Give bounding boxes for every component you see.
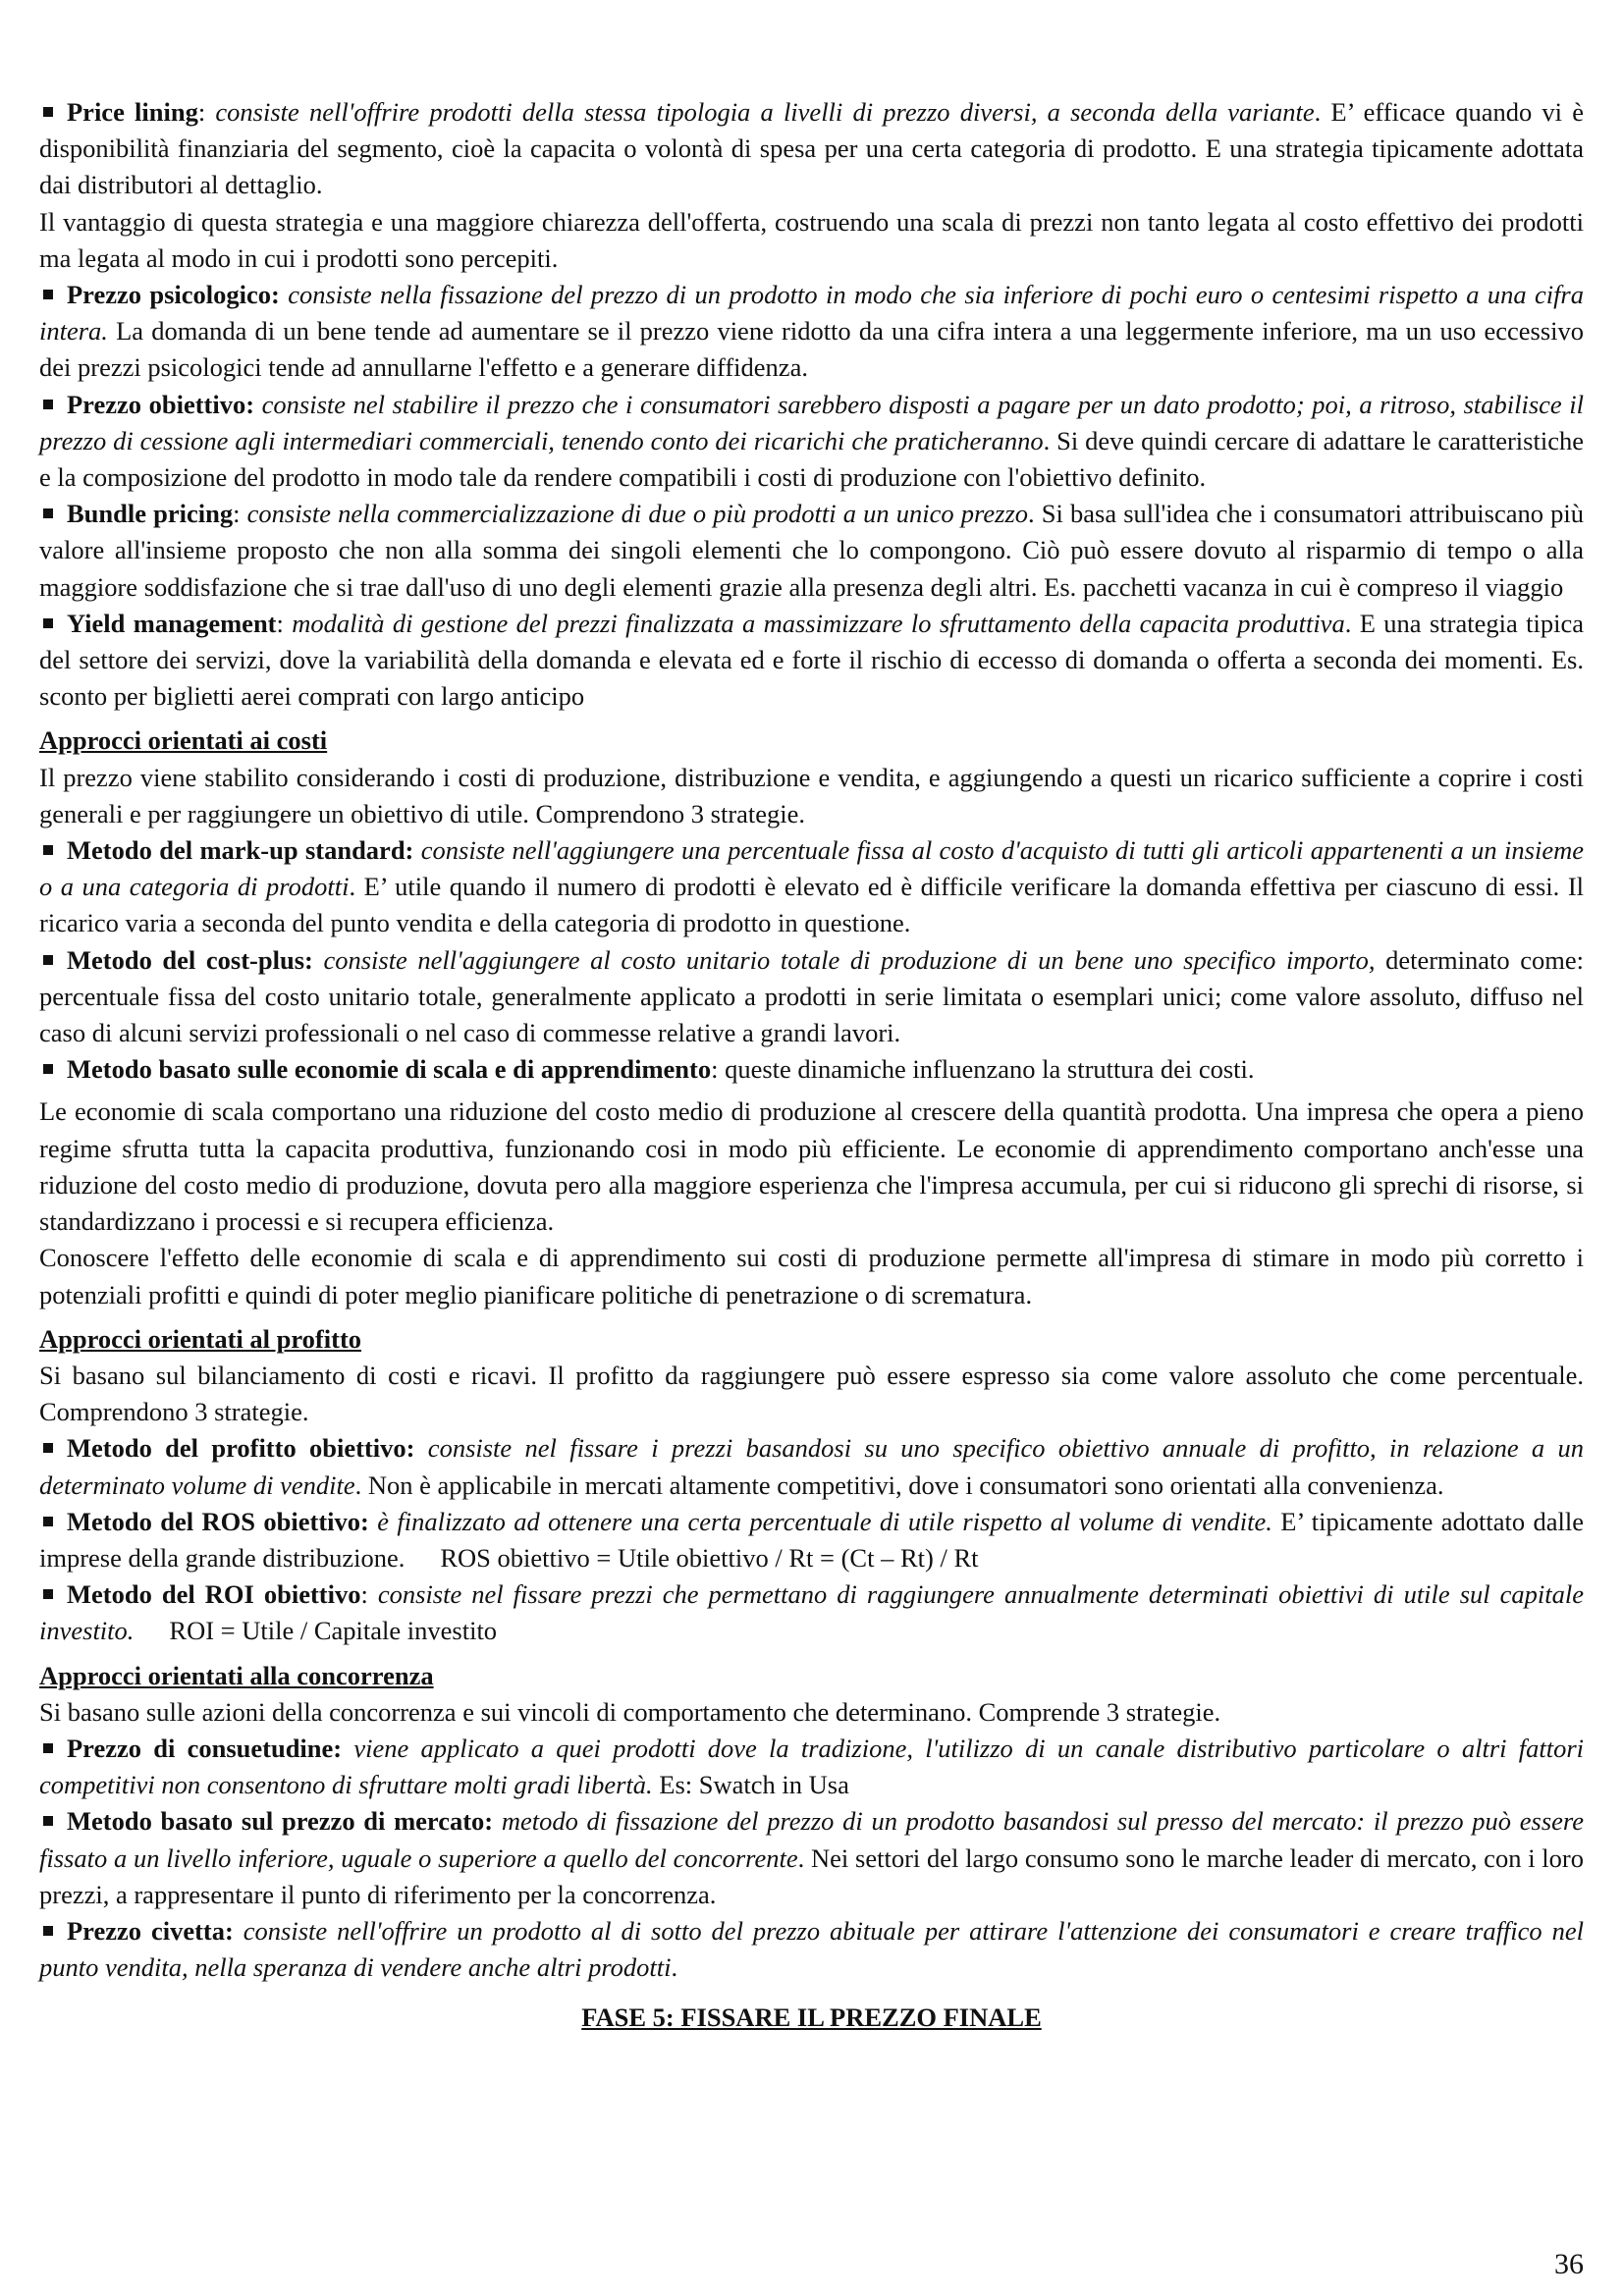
paragraph: Conoscere l'effetto delle economie di scala e di apprendimento sui costi di produzione permette all'impresa di stimare in modo più corretto i potenziali profitti e quindi di poter meglio pianificare politiche di penetrazione o di scrematura.: [39, 1243, 1584, 1309]
description: . E’ efficace quando vi è disponibilità finanziaria del segmento, cioè la capacita o volontà di spesa per una certa categoria di prodotto. E una strategia tipicamente adottata dai distributori al dettaglio.: [39, 97, 1584, 200]
bullet-icon: [43, 618, 53, 628]
definition: viene applicato a quei prodotti dove la tradizione, l'utilizzo di un canale distributivo particolare o altri fattori competitivi non consentono di sfruttare molti gradi libertà.: [39, 1733, 1584, 1800]
description: . E’ utile quando il numero di prodotti è elevato ed è difficile verificare la domanda effettiva per ciascuno di essi. Il ricarico varia a seconda del punto vendita e della categoria di prodotto in questione.: [39, 872, 1585, 938]
separator: :: [197, 97, 216, 127]
term: Metodo basato sulle economie di scala e di apprendimento: [67, 1054, 712, 1085]
item-mark-up: [39, 832, 1584, 942]
term: Metodo del ROI obiettivo: [67, 1579, 361, 1610]
description: . Non è applicabile in mercati altamente competitivi, dove i consumatori sono orientati alla convenienza.: [354, 1469, 1444, 1500]
description: . Si deve quindi cercare di adattare le caratteristiche e la composizione del prodotto in modo tale da rendere compatibili i costi di produzione con l'obiettivo definito.: [39, 425, 1584, 493]
separator: :: [233, 499, 247, 529]
bullet-icon: [43, 508, 53, 518]
description: Es: Swatch in Usa: [652, 1770, 849, 1800]
paragraph: Si basano sul bilanciamento di costi e ricavi. Il profitto da raggiungere può essere espresso sia come valore assoluto che come percentuale. Comprendono 3 strategie.: [39, 1360, 1584, 1427]
term: Price lining: [67, 97, 198, 127]
description: . E una strategia tipica del settore dei servizi, dove la variabilità della domanda e elevata ed e forte il rischio di eccesso di domanda o offerta a seconda dei momenti. Es. sconto per biglietti aerei comprati con largo anticipo: [39, 608, 1584, 712]
item-prezzo-civetta: [39, 1913, 1584, 1986]
term: Metodo del mark-up standard:: [67, 835, 414, 866]
description: E’ tipicamente adottato dalle imprese della grande distribuzione.: [39, 1506, 1584, 1573]
term: Metodo del ROS obiettivo:: [67, 1506, 369, 1536]
bullet-icon: [43, 107, 53, 117]
bullet-icon: [43, 955, 53, 965]
definition: consiste nell'offrire prodotti della stessa tipologia a livelli di prezzo diversi, a seconda della variante: [215, 97, 1315, 127]
description: .: [671, 1952, 678, 1983]
term: Metodo basato sul prezzo di mercato:: [67, 1806, 494, 1837]
item-prezzo-obiettivo: [39, 387, 1584, 497]
bullet-icon: [43, 1743, 53, 1753]
separator: :: [276, 608, 293, 638]
section-heading-costi: Approcci orientati ai costi: [39, 725, 328, 756]
definition: modalità di gestione del prezzi finalizzata a massimizzare lo sfruttamento della capacita produttiva: [292, 608, 1345, 638]
description: La domanda di un bene tende ad aumentare se il prezzo viene ridotto da una cifra intera a una leggermente inferiore, ma un uso eccessivo dei prezzi psicologici tende ad annullarne l'effetto e a generare diffidenza.: [39, 316, 1584, 383]
definition: consiste nel stabilire il prezzo che i consumatori sarebbero disposti a pagare per un dato prodotto; poi, a ritroso, stabilisce il prezzo di cessione agli intermediari commerciali, tenendo conto dei ricarichi che praticheranno: [39, 389, 1584, 455]
roi-formula: ROI = Utile / Capitale investito: [169, 1616, 498, 1646]
item-economie-scala: [39, 1051, 1584, 1088]
paragraph: Il vantaggio di questa strategia e una maggiore chiarezza dell'offerta, costruendo una scala di prezzi non tanto legata al costo effettivo dei prodotti ma legata al modo in cui i prodotti sono percepiti.: [39, 206, 1584, 273]
item-prezzo-mercato: [39, 1803, 1584, 1913]
description: : queste dinamiche influenzano la struttura dei costi.: [711, 1054, 1255, 1085]
definition: consiste nella fissazione del prezzo di un prodotto in modo che sia inferiore di pochi euro o centesimi rispetto a una cifra intera.: [39, 280, 1584, 347]
bullet-icon: [43, 290, 53, 299]
bullet-icon: [43, 400, 53, 409]
term: Yield management: [67, 608, 277, 638]
bullet-icon: [43, 845, 53, 855]
item-prezzo-consuetudine: [39, 1731, 1584, 1803]
item-roi-obiettivo: [39, 1576, 1584, 1649]
item-prezzo-psicologico: [39, 277, 1584, 387]
definition: consiste nell'aggiungere al costo unitario totale di produzione di un bene uno specifico importo,: [312, 944, 1376, 975]
definition: consiste nel fissare i prezzi basandosi su uno specifico obiettivo annuale di profitto, in relazione a un determinato volume di vendite: [39, 1433, 1584, 1500]
description: . Si basa sull'idea che i consumatori attribuiscano più valore all'insieme proposto che non alla somma dei singoli elementi che lo compongono. Ciò può essere dovuto al risparmio di tempo o alla maggiore soddisfazione che si trae dall'uso di uno degli elementi grazie alla presenza degli altri. Es. pacchetti vacanza in cui è compreso il viaggio: [39, 499, 1584, 602]
bullet-icon: [43, 1443, 53, 1453]
item-price-lining: [39, 94, 1584, 204]
term: Metodo del profitto obiettivo:: [67, 1433, 415, 1464]
item-ros-obiettivo: [39, 1504, 1584, 1576]
separator: :: [360, 1579, 368, 1610]
term: Bundle pricing: [67, 499, 234, 529]
page-number: 36: [1554, 2248, 1584, 2280]
item-bundle-pricing: [39, 496, 1584, 606]
definition: è finalizzato ad ottenere una certa percentuale di utile rispetto al volume di vendite.: [368, 1506, 1272, 1536]
paragraph: Si basano sulle azioni della concorrenza e sui vincoli di comportamento che determinano. Comprende 3 strategie.: [39, 1696, 1221, 1727]
bullet-icon: [43, 1517, 53, 1526]
section-heading-profitto: Approcci orientati al profitto: [39, 1323, 362, 1354]
bullet-icon: [43, 1816, 53, 1826]
definition: consiste nel fissare prezzi che permettano di raggiungere annualmente determinati obiettivi di utile sul capitale investito.: [39, 1579, 1585, 1646]
paragraph: Il prezzo viene stabilito considerando i costi di produzione, distribuzione e vendita, e aggiungendo a questi un ricarico sufficiente a coprire i costi generali e per raggiungere un obiettivo di utile. Comprendono 3 strategie.: [39, 762, 1584, 828]
term: Metodo del cost-plus:: [67, 944, 313, 975]
paragraph: Le economie di scala comportano una riduzione del costo medio di produzione al crescere della quantità prodotta. Una impresa che opera a pieno regime sfrutta tutta la capacita produttiva, funzionando cosi in modo più efficiente. Le economie di apprendimento comportano anch'esse una riduzione del costo medio di produzione, dovuta pero alla maggiore esperienza che l'impresa accumula, per cui si riducono gli sprechi di risorse, si standardizzano i processi e si recupera efficienza.: [39, 1096, 1584, 1237]
bullet-icon: [43, 1064, 53, 1074]
item-cost-plus: [39, 942, 1584, 1052]
phase-heading: FASE 5: FISSARE IL PREZZO FINALE: [581, 2002, 1042, 2033]
document-body: [39, 94, 1584, 2037]
bullet-icon: [43, 1589, 53, 1599]
description: . Nei settori del largo consumo sono le marche leader di mercato, con i loro prezzi, a rappresentare il punto di riferimento per la concorrenza.: [39, 1842, 1584, 1909]
item-profitto-obiettivo: [39, 1430, 1584, 1503]
term: Prezzo civetta:: [67, 1915, 234, 1946]
term: Prezzo di consuetudine:: [67, 1733, 343, 1763]
section-heading-concorrenza: Approcci orientati alla concorrenza: [39, 1660, 434, 1690]
definition: metodo di fissazione del prezzo di un prodotto basandosi sul presso del mercato: il prezzo può essere fissato a un livello inferiore, uguale o superiore a quello del concorrente: [39, 1806, 1584, 1873]
term: Prezzo obiettivo:: [67, 389, 255, 419]
definition: consiste nell'aggiungere una percentuale fissa al costo d'acquisto di tutti gli articoli appartenenti a un insieme o a una categoria di prodotti: [39, 835, 1585, 902]
item-yield-management: [39, 606, 1584, 716]
ros-formula: ROS obiettivo = Utile obiettivo / Rt = (Ct – Rt) / Rt: [440, 1542, 979, 1573]
bullet-icon: [43, 1926, 53, 1936]
description: determinato come: percentuale fissa del costo unitario totale, generalmente applicato a prodotti in serie limitata o esemplari unici; come valore assoluto, diffuso nel caso di alcuni servizi professionali o nel caso di commesse relative a grandi lavori.: [39, 944, 1585, 1048]
term: Prezzo psicologico:: [67, 280, 280, 310]
definition: consiste nella commercializzazione di due o più prodotti a un unico prezzo: [246, 499, 1029, 529]
definition: consiste nell'offrire un prodotto al di sotto del prezzo abituale per attirare l'attenzione dei consumatori e creare traffico nel punto vendita, nella speranza di vendere anche altri prodotti: [39, 1915, 1584, 1983]
